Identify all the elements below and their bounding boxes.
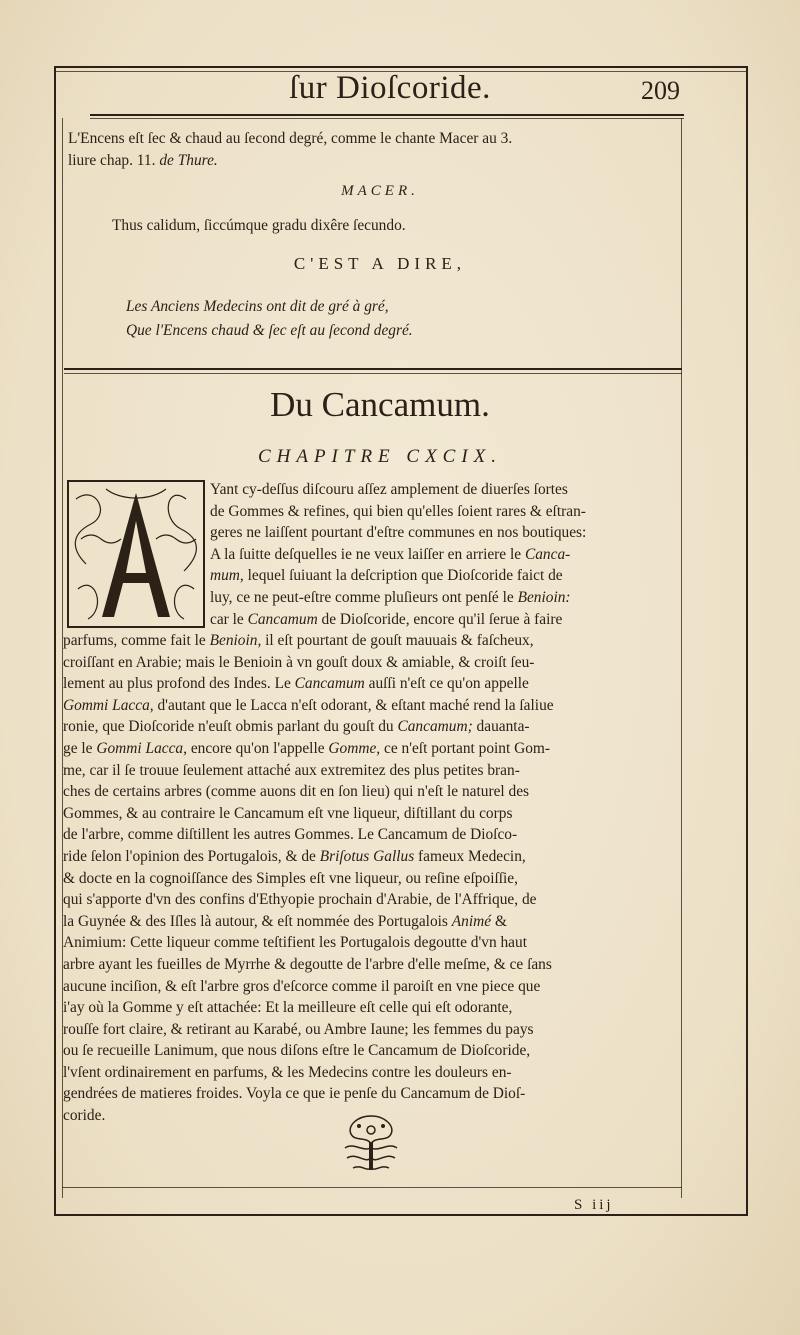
text-line: Gommes, & au contraire le Cancamum eſt vne liqueur, diſtillant du corps — [63, 804, 513, 822]
text-line: L'Encens eſt ſec & chaud au ſecond degré, comme le chante Macer au 3. — [68, 130, 513, 147]
italic-span: mum, — [210, 567, 244, 585]
text-span: car le — [210, 610, 248, 628]
italic-span: Cancamum — [247, 610, 318, 628]
header-rule — [90, 114, 684, 116]
text-span: d'autant que le Lacca n'eſt odorant, & eſtant maché rend la ſaliue — [153, 696, 554, 714]
running-header: ſur Dioſcoride. — [289, 70, 491, 106]
italic-span: Gommi Lacca, — [63, 696, 154, 714]
text-line: Yant cy-deſſus diſcouru aſſez amplement de diuerſes ſortes — [210, 481, 568, 498]
text-line — [210, 609, 648, 631]
text-line — [63, 760, 648, 782]
text-span: dauanta- — [472, 718, 530, 736]
first-paragraph-lines — [210, 479, 648, 630]
text-span: la Guynée & des Iſles là autour, & eſt nommée des Portugalois — [63, 912, 452, 930]
text-line: croiſſant en Arabie; mais le Benioin à vn gouſt doux & amiable, & croiſt ſeu- — [63, 653, 535, 671]
text-span: lement au plus profond des Indes. Le — [63, 675, 295, 693]
text-line — [63, 673, 648, 695]
text-line — [63, 695, 648, 717]
text-line: rouſſe fort claire, & retirant au Karabé, ou Ambre Iaune; les femmes du pays — [63, 1020, 534, 1038]
text-line: gendrées de matieres froides. Voyla ce que ie penſe du Cancamum de Dioſ- — [63, 1085, 526, 1103]
body-paragraph — [63, 630, 648, 1127]
drop-cap-icon — [66, 479, 206, 629]
text-span: A la ſuitte deſquelles ie ne veux laiſſer en arriere le — [210, 545, 525, 563]
text-line: geres ne laiſſent pourtant d'eſtre communes en nos boutiques: — [210, 524, 587, 542]
text-span: parfums, comme fait le — [63, 632, 210, 649]
italic-span: Gommi Lacca, — [96, 739, 187, 757]
text-line: coride. — [63, 1107, 106, 1125]
text-line: l'vſent ordinairement en parfums, & les Medecins contre les douleurs en- — [63, 1063, 512, 1081]
translation-label: C'EST A DIRE, — [293, 254, 467, 273]
italic-span: Briſotus Gallus — [319, 847, 415, 865]
italic-span: Canca- — [524, 545, 571, 563]
text-line — [63, 846, 648, 868]
text-span: qui s'apporte d'vn des confins d'Ethyopie prochain d'Arabie, de l'Affrique, de — [63, 891, 537, 909]
bottom-rule-inner — [62, 1187, 682, 1188]
tailpiece-ornament-icon — [337, 1112, 405, 1174]
italic-span: Benioin: — [517, 588, 571, 606]
text-line — [68, 150, 676, 172]
verse-line-2: Que l'Encens chaud & ſec eſt au ſecond degré. — [126, 322, 413, 339]
text-span: ce n'eſt portant point Gom- — [380, 739, 551, 757]
text-line — [63, 997, 648, 1019]
italic-span: Benioin, — [209, 632, 262, 649]
text-line: ou ſe recueille Lanimum, que nous diſons eſtre le Cancamum de Dioſcoride, — [63, 1042, 531, 1060]
right-border — [746, 66, 748, 1216]
text-line — [210, 544, 648, 566]
text-line: ches de certains arbres (comme auons dit en ſon lieu) qui n'eſt le naturel des — [63, 783, 530, 801]
text-span: il eſt pourtant de gouſt mauuais & faſcheux, — [261, 632, 534, 649]
text-line — [63, 716, 648, 738]
text-line — [63, 738, 648, 760]
text-line — [63, 630, 648, 652]
verse-line-1: Les Anciens Medecins ont dit de gré à gré, — [126, 298, 389, 315]
text-span: fameux Medecin, — [414, 847, 526, 865]
text-span: liure chap. 11. — [68, 151, 156, 169]
section-rule-thin — [64, 373, 682, 374]
text-line — [63, 889, 648, 911]
text-line: & docte en la cognoiſſance des Simples eſt vne liqueur, ou reſine eſpoiſſie, — [63, 869, 518, 887]
top-rule — [54, 66, 748, 68]
intro-paragraph — [68, 128, 676, 171]
text-span: me, car il ſe trouue ſeulement attaché aux extremitez des plus petites bran- — [63, 761, 520, 779]
text-line — [63, 976, 648, 998]
left-border — [54, 66, 56, 1216]
text-line — [210, 587, 648, 609]
latin-quote: Thus calidum, ſiccúmque gradu dixêre ſecundo. — [112, 217, 406, 234]
text-span: luy, ce ne peut-eſtre comme pluſieurs ont penſé le — [210, 588, 518, 606]
text-span: auſſi n'eſt ce qu'on appelle — [364, 675, 529, 693]
text-span: encore qu'on l'appelle — [186, 739, 329, 757]
bottom-rule — [54, 1214, 748, 1216]
text-span: & — [491, 912, 507, 930]
text-span: ride ſelon l'opinion des Portugalois, & de — [63, 847, 320, 865]
italic-span: Animé — [451, 912, 492, 930]
text-line — [63, 911, 648, 933]
text-span: aucune inciſion, & eſt l'arbre gros d'eſcorce comme il paroiſt en vne piece que — [63, 977, 541, 995]
text-line: Animium: Cette liqueur comme teſtifient les Portugalois degoutte d'vn haut — [63, 934, 527, 952]
header-rule-thin — [90, 118, 684, 119]
signature-mark: S iij — [574, 1197, 614, 1213]
inner-right-border — [681, 118, 682, 1198]
italic-span: Cancamum; — [397, 718, 473, 736]
text-span: ge le — [63, 739, 97, 757]
text-span: i'ay où la Gomme y eſt attachée: Et la meilleure eſt celle qui eſt odorante, — [63, 999, 513, 1017]
text-span: de Dioſcoride, encore qu'il ſerue à faire — [317, 610, 563, 628]
page-number: 209 — [641, 76, 680, 105]
italic-span: Gomme, — [328, 739, 381, 757]
section-title: Du Cancamum. — [270, 385, 490, 424]
italic-span: Cancamum — [294, 675, 365, 693]
quote-author: MACER. — [341, 183, 419, 199]
text-span: ronie, que Dioſcoride n'euſt obmis parlant du gouſt du — [63, 718, 398, 736]
text-line — [210, 565, 648, 587]
text-line: arbre ayant les fueilles de Myrrhe & degoutte de l'arbre d'elle meſme, & ce ſans — [63, 955, 552, 973]
text-line: de l'arbre, comme diſtillent les autres Gommes. Le Cancamum de Dioſco- — [63, 826, 518, 844]
italic-span: de Thure. — [159, 151, 218, 169]
chapter-label: CHAPITRE CXCIX. — [257, 446, 503, 467]
section-rule — [64, 368, 682, 370]
text-span: lequel ſuiuant la deſcription que Dioſcoride faict de — [243, 567, 563, 585]
text-line: de Gommes & refines, qui bien qu'elles ſoient rares & eſtran- — [210, 502, 586, 520]
